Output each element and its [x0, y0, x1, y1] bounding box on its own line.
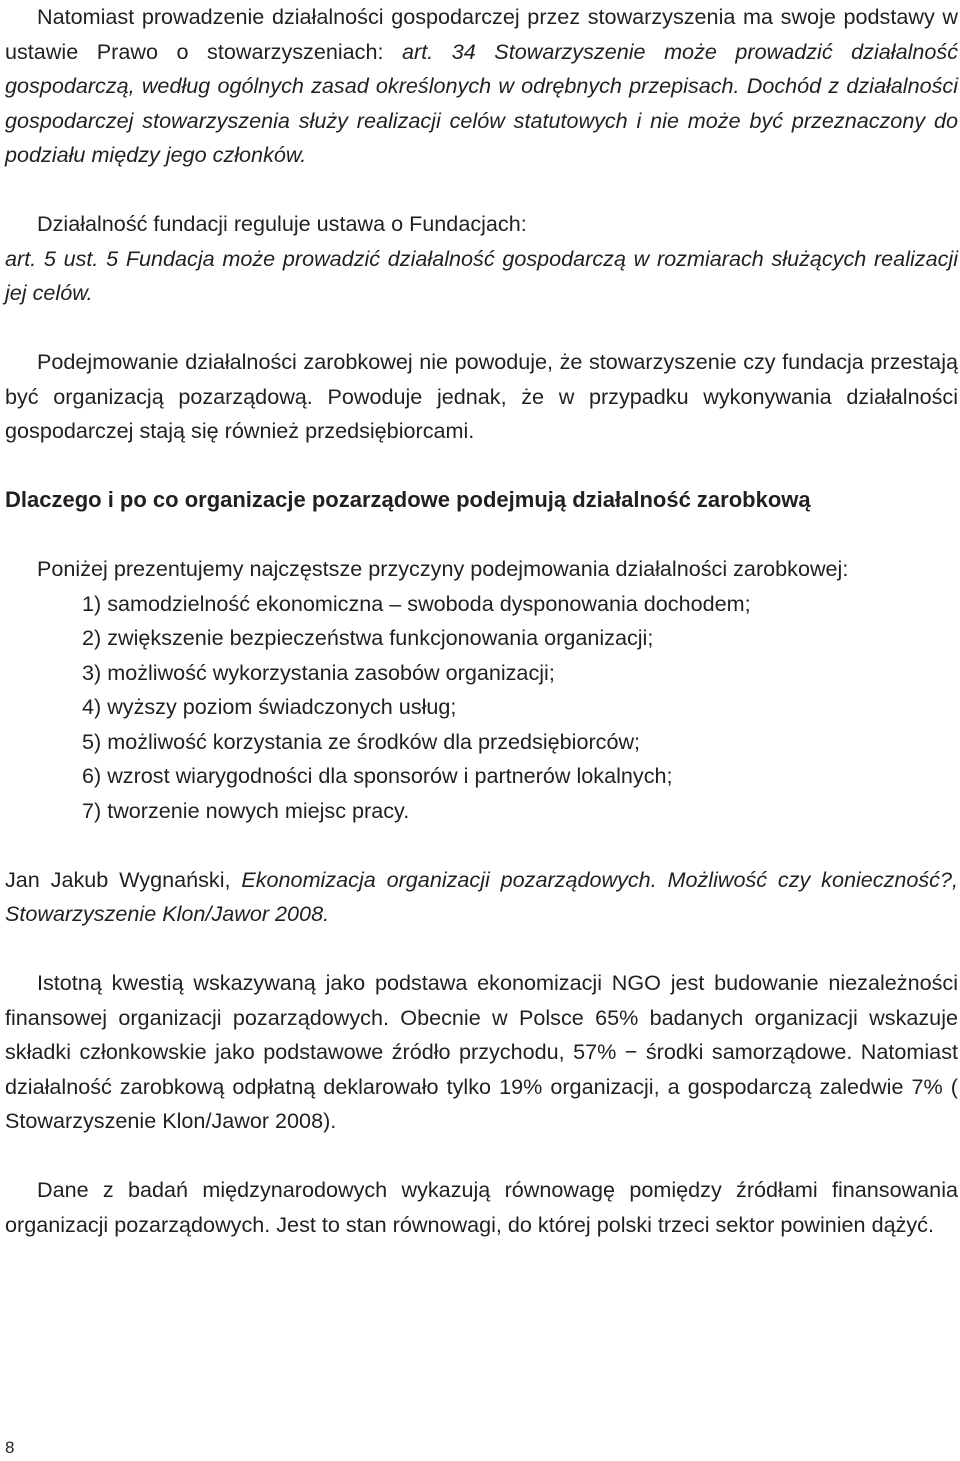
- foundation-law-intro: Działalność fundacji reguluje ustawa o Fundacjach:: [37, 211, 527, 236]
- list-item: 3) możliwość wykorzystania zasobów organizacji;: [82, 659, 555, 685]
- reasons-list: [5, 587, 960, 829]
- spacer: [5, 1139, 960, 1174]
- spacer: [5, 173, 960, 208]
- spacer: [5, 449, 960, 484]
- spacer: [5, 311, 960, 346]
- reasons-intro: Poniżej prezentujemy najczęstsze przyczyny podejmowania działalności zarobkowej:: [37, 556, 849, 581]
- list-item: 6) wzrost wiarygodności dla sponsorów i partnerów lokalnych;: [82, 763, 673, 788]
- section-heading: Dlaczego i po co organizacje pozarządowe podejmują działalność zarobkową: [5, 487, 811, 512]
- spacer: [5, 518, 960, 553]
- paragraph-financing: Istotną kwestią wskazywaną jako podstawa ekonomizacji NGO jest budowanie niezależności finansowej organizacji pozarządowych. Obecnie w Polsce 65% badanych organizacji wskazuje składki członkowskie jako podstawowe źródło przychodu, 57% − środki samorządowe. Natomiast działalność zarobkową odpłatną deklarowało tylko 19% organizacji, a gospodarczą zaledwie 7% ( Stowarzyszenie Klon/Jawor 2008).: [5, 970, 958, 1133]
- association-law-quote: art. 34 Stowarzyszenie może prowadzić działalność gospodarczą, według ogólnych zasad określonych w odrębnych przepisach. Dochód z działalności gospodarczej stowarzyszenia służy realizacji celów statutowych i nie może być przeznaczony do podziału między jego członków.: [5, 38, 958, 167]
- foundation-law-quote: art. 5 ust. 5 Fundacja może prowadzić działalność gospodarczą w rozmiarach służących realizacji jej celów.: [5, 245, 958, 305]
- association-law-intro: Natomiast prowadzenie działalności gospodarczej przez stowarzyszenia ma swoje podstawy w ustawie Prawo o stowarzyszeniach:: [5, 4, 958, 64]
- list-item: 7) tworzenie nowych miejsc pracy.: [82, 797, 410, 823]
- list-item: 1) samodzielność ekonomiczna – swoboda dysponowania dochodem;: [82, 590, 751, 616]
- paragraph-foundation-law: [5, 207, 958, 311]
- spacer: [5, 828, 960, 863]
- spacer: [5, 932, 960, 967]
- list-item: 4) wyższy poziom świadczonych usług;: [82, 694, 457, 719]
- list-item: 5) możliwość korzystania ze środków dla przedsiębiorców;: [82, 728, 641, 754]
- citation-title: Ekonomizacja organizacji pozarządowych. Możliwość czy konieczność?, Stowarzyszenie Klon/Jawor 2008.: [5, 866, 958, 926]
- paragraph-international: Dane z badań międzynarodowych wykazują równowagę pomiędzy źródłami finansowania organizacji pozarządowych. Jest to stan równowagi, do której polski trzeci sektor powinien dążyć.: [5, 1177, 958, 1237]
- citation-author: Jan Jakub Wygnański,: [5, 866, 242, 892]
- citation: [5, 863, 958, 932]
- paragraph-entrepreneurs: Podejmowanie działalności zarobkowej nie powoduje, że stowarzyszenie czy fundacja przestają być organizacją pozarządową. Powoduje jednak, że w przypadku wykonywania działalności gospodarczej stają się również przedsiębiorcami.: [5, 349, 958, 443]
- list-item: 2) zwiększenie bezpieczeństwa funkcjonowania organizacji;: [82, 625, 654, 650]
- paragraph-association-law: [5, 0, 958, 173]
- page-number: 8: [5, 1438, 15, 1457]
